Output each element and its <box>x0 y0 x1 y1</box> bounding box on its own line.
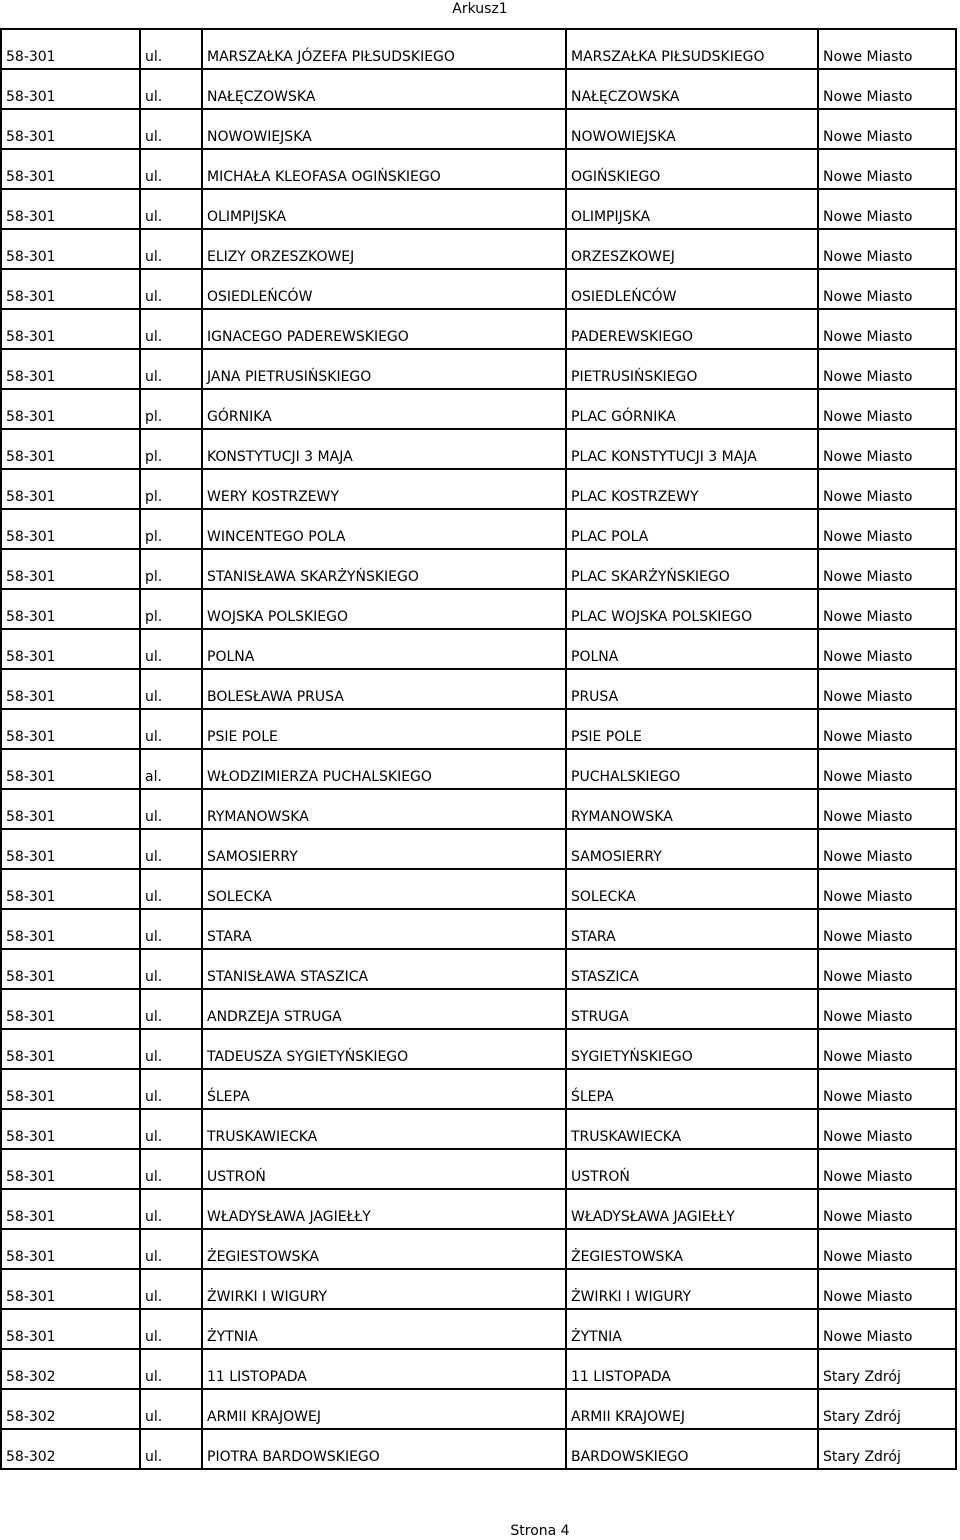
street-prefix-cell: ul. <box>140 29 202 69</box>
street-prefix-cell: ul. <box>140 909 202 949</box>
full-street-name-cell: ŚLEPA <box>202 1069 566 1109</box>
street-prefix-cell: ul. <box>140 629 202 669</box>
district-cell: Nowe Miasto <box>818 949 956 989</box>
short-street-name-cell: PLAC GÓRNIKA <box>566 389 818 429</box>
postal-code-cell: 58-301 <box>1 1269 140 1309</box>
postal-code-cell: 58-301 <box>1 109 140 149</box>
table-row <box>1 1389 956 1429</box>
street-prefix-cell: ul. <box>140 189 202 229</box>
postal-code-cell: 58-301 <box>1 629 140 669</box>
street-prefix-cell: ul. <box>140 1389 202 1429</box>
short-street-name-cell: RYMANOWSKA <box>566 789 818 829</box>
street-prefix-cell: ul. <box>140 309 202 349</box>
street-prefix-cell: pl. <box>140 389 202 429</box>
district-cell: Nowe Miasto <box>818 1109 956 1149</box>
table-row <box>1 749 956 789</box>
district-cell: Nowe Miasto <box>818 269 956 309</box>
district-cell: Nowe Miasto <box>818 429 956 469</box>
postal-code-cell: 58-301 <box>1 989 140 1029</box>
postal-code-cell: 58-301 <box>1 749 140 789</box>
postal-code-cell: 58-302 <box>1 1429 140 1469</box>
short-street-name-cell: PLAC KONSTYTUCJI 3 MAJA <box>566 429 818 469</box>
table-row <box>1 429 956 469</box>
table-row <box>1 29 956 69</box>
table-row <box>1 1149 956 1189</box>
district-cell: Nowe Miasto <box>818 789 956 829</box>
postal-code-cell: 58-301 <box>1 869 140 909</box>
table-row <box>1 269 956 309</box>
postal-code-cell: 58-301 <box>1 509 140 549</box>
short-street-name-cell: NOWOWIEJSKA <box>566 109 818 149</box>
district-cell: Nowe Miasto <box>818 1189 956 1229</box>
street-prefix-cell: ul. <box>140 789 202 829</box>
table-row <box>1 829 956 869</box>
street-prefix-cell: ul. <box>140 349 202 389</box>
street-prefix-cell: ul. <box>140 669 202 709</box>
full-street-name-cell: OLIMPIJSKA <box>202 189 566 229</box>
district-cell: Nowe Miasto <box>818 1269 956 1309</box>
short-street-name-cell: ŻWIRKI I WIGURY <box>566 1269 818 1309</box>
full-street-name-cell: WŁADYSŁAWA JAGIEŁŁY <box>202 1189 566 1229</box>
street-prefix-cell: pl. <box>140 549 202 589</box>
postal-code-cell: 58-301 <box>1 189 140 229</box>
street-prefix-cell: ul. <box>140 1109 202 1149</box>
district-cell: Nowe Miasto <box>818 629 956 669</box>
district-cell: Nowe Miasto <box>818 909 956 949</box>
table-row <box>1 69 956 109</box>
short-street-name-cell: ŻEGIESTOWSKA <box>566 1229 818 1269</box>
street-prefix-cell: ul. <box>140 829 202 869</box>
short-street-name-cell: USTROŃ <box>566 1149 818 1189</box>
postal-code-cell: 58-301 <box>1 229 140 269</box>
table-row <box>1 1349 956 1389</box>
short-street-name-cell: 11 LISTOPADA <box>566 1349 818 1389</box>
postal-code-cell: 58-301 <box>1 1029 140 1069</box>
district-cell: Nowe Miasto <box>818 749 956 789</box>
table-row <box>1 469 956 509</box>
street-prefix-cell: ul. <box>140 149 202 189</box>
table-row <box>1 229 956 269</box>
postal-code-cell: 58-301 <box>1 349 140 389</box>
short-street-name-cell: SYGIETYŃSKIEGO <box>566 1029 818 1069</box>
street-prefix-cell: ul. <box>140 1029 202 1069</box>
street-prefix-cell: ul. <box>140 229 202 269</box>
table-row <box>1 389 956 429</box>
table-row <box>1 1429 956 1469</box>
postal-code-cell: 58-301 <box>1 549 140 589</box>
street-prefix-cell: ul. <box>140 1349 202 1389</box>
postal-code-cell: 58-301 <box>1 709 140 749</box>
postal-code-cell: 58-301 <box>1 1109 140 1149</box>
short-street-name-cell: PLAC POLA <box>566 509 818 549</box>
street-prefix-cell: ul. <box>140 1189 202 1229</box>
postal-code-cell: 58-301 <box>1 789 140 829</box>
short-street-name-cell: WŁADYSŁAWA JAGIEŁŁY <box>566 1189 818 1229</box>
table-row <box>1 709 956 749</box>
table-row <box>1 1269 956 1309</box>
district-cell: Nowe Miasto <box>818 229 956 269</box>
district-cell: Nowe Miasto <box>818 69 956 109</box>
short-street-name-cell: ŚLEPA <box>566 1069 818 1109</box>
table-row <box>1 189 956 229</box>
street-prefix-cell: pl. <box>140 589 202 629</box>
full-street-name-cell: PSIE POLE <box>202 709 566 749</box>
postal-code-cell: 58-301 <box>1 269 140 309</box>
postal-code-cell: 58-301 <box>1 1189 140 1229</box>
short-street-name-cell: ARMII KRAJOWEJ <box>566 1389 818 1429</box>
district-cell: Nowe Miasto <box>818 29 956 69</box>
street-prefix-cell: pl. <box>140 509 202 549</box>
short-street-name-cell: PIETRUSIŃSKIEGO <box>566 349 818 389</box>
sheet-title: Arkusz1 <box>452 1 508 17</box>
table-row <box>1 1229 956 1269</box>
district-cell: Nowe Miasto <box>818 869 956 909</box>
postal-code-cell: 58-301 <box>1 949 140 989</box>
street-prefix-cell: ul. <box>140 869 202 909</box>
district-cell: Nowe Miasto <box>818 669 956 709</box>
address-table <box>0 28 957 1470</box>
address-table-body <box>1 29 956 1469</box>
street-prefix-cell: ul. <box>140 1309 202 1349</box>
postal-code-cell: 58-302 <box>1 1349 140 1389</box>
full-street-name-cell: STARA <box>202 909 566 949</box>
short-street-name-cell: PLAC SKARŻYŃSKIEGO <box>566 549 818 589</box>
postal-code-cell: 58-301 <box>1 309 140 349</box>
street-prefix-cell: ul. <box>140 109 202 149</box>
table-row <box>1 869 956 909</box>
street-prefix-cell: ul. <box>140 1269 202 1309</box>
district-cell: Nowe Miasto <box>818 1069 956 1109</box>
table-row <box>1 549 956 589</box>
district-cell: Nowe Miasto <box>818 109 956 149</box>
full-street-name-cell: OSIEDLEŃCÓW <box>202 269 566 309</box>
district-cell: Nowe Miasto <box>818 149 956 189</box>
district-cell: Stary Zdrój <box>818 1389 956 1429</box>
district-cell: Nowe Miasto <box>818 189 956 229</box>
district-cell: Nowe Miasto <box>818 1149 956 1189</box>
street-prefix-cell: ul. <box>140 709 202 749</box>
street-prefix-cell: pl. <box>140 429 202 469</box>
street-prefix-cell: ul. <box>140 989 202 1029</box>
short-street-name-cell: STASZICA <box>566 949 818 989</box>
short-street-name-cell: SOLECKA <box>566 869 818 909</box>
full-street-name-cell: IGNACEGO PADEREWSKIEGO <box>202 309 566 349</box>
full-street-name-cell: ŻWIRKI I WIGURY <box>202 1269 566 1309</box>
full-street-name-cell: USTROŃ <box>202 1149 566 1189</box>
street-prefix-cell: ul. <box>140 949 202 989</box>
table-row <box>1 949 956 989</box>
postal-code-cell: 58-301 <box>1 829 140 869</box>
street-prefix-cell: ul. <box>140 269 202 309</box>
full-street-name-cell: SOLECKA <box>202 869 566 909</box>
full-street-name-cell: KONSTYTUCJI 3 MAJA <box>202 429 566 469</box>
postal-code-cell: 58-301 <box>1 429 140 469</box>
full-street-name-cell: GÓRNIKA <box>202 389 566 429</box>
street-prefix-cell: ul. <box>140 1229 202 1269</box>
street-prefix-cell: ul. <box>140 1149 202 1189</box>
district-cell: Nowe Miasto <box>818 709 956 749</box>
short-street-name-cell: OLIMPIJSKA <box>566 189 818 229</box>
full-street-name-cell: RYMANOWSKA <box>202 789 566 829</box>
full-street-name-cell: STANISŁAWA STASZICA <box>202 949 566 989</box>
page-footer: Strona 4 <box>510 1523 570 1539</box>
district-cell: Nowe Miasto <box>818 309 956 349</box>
table-row <box>1 989 956 1029</box>
postal-code-cell: 58-301 <box>1 589 140 629</box>
district-cell: Nowe Miasto <box>818 389 956 429</box>
postal-code-cell: 58-301 <box>1 469 140 509</box>
full-street-name-cell: SAMOSIERRY <box>202 829 566 869</box>
short-street-name-cell: OSIEDLEŃCÓW <box>566 269 818 309</box>
full-street-name-cell: MARSZAŁKA JÓZEFA PIŁSUDSKIEGO <box>202 29 566 69</box>
street-prefix-cell: ul. <box>140 1429 202 1469</box>
district-cell: Nowe Miasto <box>818 1229 956 1269</box>
district-cell: Nowe Miasto <box>818 509 956 549</box>
district-cell: Nowe Miasto <box>818 1029 956 1069</box>
postal-code-cell: 58-302 <box>1 1389 140 1429</box>
postal-code-cell: 58-301 <box>1 149 140 189</box>
short-street-name-cell: STARA <box>566 909 818 949</box>
table-row <box>1 109 956 149</box>
postal-code-cell: 58-301 <box>1 1229 140 1269</box>
postal-code-cell: 58-301 <box>1 389 140 429</box>
district-cell: Nowe Miasto <box>818 989 956 1029</box>
table-row <box>1 1189 956 1229</box>
full-street-name-cell: POLNA <box>202 629 566 669</box>
short-street-name-cell: PADEREWSKIEGO <box>566 309 818 349</box>
postal-code-cell: 58-301 <box>1 1149 140 1189</box>
full-street-name-cell: 11 LISTOPADA <box>202 1349 566 1389</box>
table-row <box>1 589 956 629</box>
full-street-name-cell: NOWOWIEJSKA <box>202 109 566 149</box>
full-street-name-cell: WERY KOSTRZEWY <box>202 469 566 509</box>
district-cell: Stary Zdrój <box>818 1429 956 1469</box>
full-street-name-cell: ANDRZEJA STRUGA <box>202 989 566 1029</box>
street-prefix-cell: ul. <box>140 1069 202 1109</box>
table-row <box>1 149 956 189</box>
table-row <box>1 1029 956 1069</box>
full-street-name-cell: TADEUSZA SYGIETYŃSKIEGO <box>202 1029 566 1069</box>
full-street-name-cell: ELIZY ORZESZKOWEJ <box>202 229 566 269</box>
full-street-name-cell: TRUSKAWIECKA <box>202 1109 566 1149</box>
short-street-name-cell: POLNA <box>566 629 818 669</box>
short-street-name-cell: ORZESZKOWEJ <box>566 229 818 269</box>
full-street-name-cell: NAŁĘCZOWSKA <box>202 69 566 109</box>
short-street-name-cell: OGIŃSKIEGO <box>566 149 818 189</box>
postal-code-cell: 58-301 <box>1 1069 140 1109</box>
postal-code-cell: 58-301 <box>1 29 140 69</box>
short-street-name-cell: MARSZAŁKA PIŁSUDSKIEGO <box>566 29 818 69</box>
district-cell: Nowe Miasto <box>818 829 956 869</box>
table-row <box>1 309 956 349</box>
table-row <box>1 789 956 829</box>
full-street-name-cell: STANISŁAWA SKARŻYŃSKIEGO <box>202 549 566 589</box>
full-street-name-cell: JANA PIETRUSIŃSKIEGO <box>202 349 566 389</box>
postal-code-cell: 58-301 <box>1 69 140 109</box>
table-row <box>1 1109 956 1149</box>
full-street-name-cell: WOJSKA POLSKIEGO <box>202 589 566 629</box>
district-cell: Nowe Miasto <box>818 1309 956 1349</box>
district-cell: Nowe Miasto <box>818 549 956 589</box>
full-street-name-cell: MICHAŁA KLEOFASA OGIŃSKIEGO <box>202 149 566 189</box>
district-cell: Nowe Miasto <box>818 469 956 509</box>
table-row <box>1 1069 956 1109</box>
table-row <box>1 669 956 709</box>
full-street-name-cell: PIOTRA BARDOWSKIEGO <box>202 1429 566 1469</box>
full-street-name-cell: WINCENTEGO POLA <box>202 509 566 549</box>
postal-code-cell: 58-301 <box>1 909 140 949</box>
full-street-name-cell: ŻEGIESTOWSKA <box>202 1229 566 1269</box>
table-row <box>1 1309 956 1349</box>
short-street-name-cell: SAMOSIERRY <box>566 829 818 869</box>
short-street-name-cell: ŻYTNIA <box>566 1309 818 1349</box>
short-street-name-cell: PLAC KOSTRZEWY <box>566 469 818 509</box>
full-street-name-cell: BOLESŁAWA PRUSA <box>202 669 566 709</box>
table-row <box>1 509 956 549</box>
street-prefix-cell: al. <box>140 749 202 789</box>
short-street-name-cell: NAŁĘCZOWSKA <box>566 69 818 109</box>
short-street-name-cell: TRUSKAWIECKA <box>566 1109 818 1149</box>
district-cell: Stary Zdrój <box>818 1349 956 1389</box>
table-row <box>1 909 956 949</box>
short-street-name-cell: PSIE POLE <box>566 709 818 749</box>
postal-code-cell: 58-301 <box>1 669 140 709</box>
full-street-name-cell: WŁODZIMIERZA PUCHALSKIEGO <box>202 749 566 789</box>
short-street-name-cell: PUCHALSKIEGO <box>566 749 818 789</box>
short-street-name-cell: STRUGA <box>566 989 818 1029</box>
full-street-name-cell: ARMII KRAJOWEJ <box>202 1389 566 1429</box>
street-prefix-cell: pl. <box>140 469 202 509</box>
postal-code-cell: 58-301 <box>1 1309 140 1349</box>
short-street-name-cell: BARDOWSKIEGO <box>566 1429 818 1469</box>
street-prefix-cell: ul. <box>140 69 202 109</box>
full-street-name-cell: ŻYTNIA <box>202 1309 566 1349</box>
short-street-name-cell: PRUSA <box>566 669 818 709</box>
table-row <box>1 349 956 389</box>
district-cell: Nowe Miasto <box>818 589 956 629</box>
table-row <box>1 629 956 669</box>
short-street-name-cell: PLAC WOJSKA POLSKIEGO <box>566 589 818 629</box>
district-cell: Nowe Miasto <box>818 349 956 389</box>
